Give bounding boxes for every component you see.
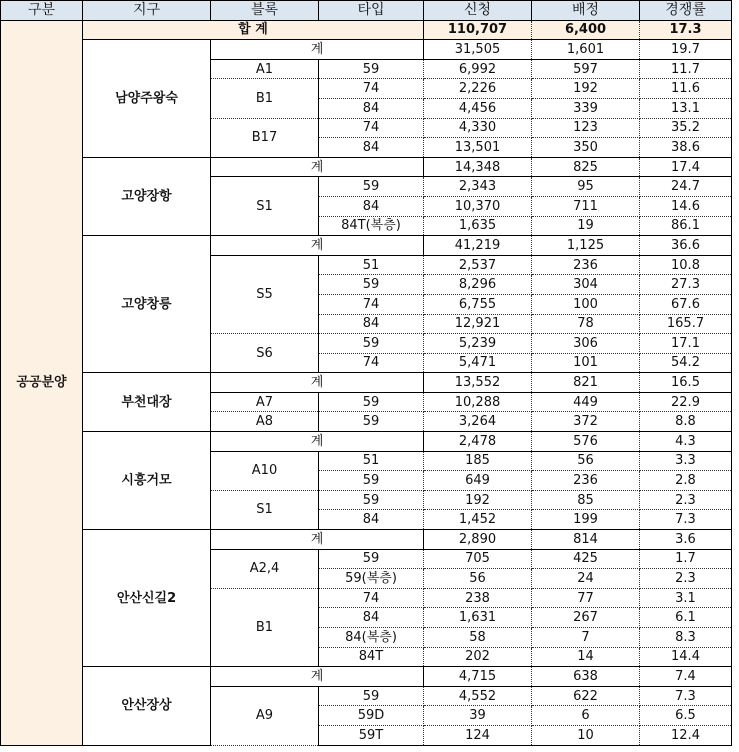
type-cell: 59 bbox=[319, 549, 424, 569]
type-cell: 84 bbox=[319, 510, 424, 530]
district-sum-row bbox=[1, 236, 732, 256]
type-cell: 59 bbox=[319, 275, 424, 295]
block-name: A9 bbox=[211, 686, 319, 745]
applied-cell: 4,330 bbox=[424, 118, 532, 138]
district-sum-row bbox=[1, 373, 732, 393]
block-name: S6 bbox=[211, 334, 319, 373]
type-cell: 59(복층) bbox=[319, 569, 424, 589]
type-cell: 84 bbox=[319, 138, 424, 158]
applied-cell: 2,343 bbox=[424, 177, 532, 197]
allocated-cell: 372 bbox=[532, 412, 640, 432]
sum-label: 계 bbox=[211, 40, 424, 60]
applied-cell: 202 bbox=[424, 647, 532, 667]
district-name: 고양장항 bbox=[83, 157, 211, 235]
district-sum-row bbox=[1, 432, 732, 452]
allocated-cell: 339 bbox=[532, 98, 640, 118]
applied-cell: 58 bbox=[424, 628, 532, 648]
allocated-cell: 267 bbox=[532, 608, 640, 628]
type-cell: 59 bbox=[319, 471, 424, 491]
sum-allocated: 1,125 bbox=[532, 236, 640, 256]
header-applied: 신청 bbox=[424, 1, 532, 21]
ratio-cell: 11.7 bbox=[640, 59, 732, 79]
applied-cell: 1,631 bbox=[424, 608, 532, 628]
type-cell: 59 bbox=[319, 177, 424, 197]
sum-applied: 13,552 bbox=[424, 373, 532, 393]
type-cell: 84(복층) bbox=[319, 628, 424, 648]
ratio-cell: 1.7 bbox=[640, 549, 732, 569]
allocated-cell: 100 bbox=[532, 294, 640, 314]
allocated-cell: 236 bbox=[532, 255, 640, 275]
applied-cell: 39 bbox=[424, 706, 532, 726]
allocated-cell: 78 bbox=[532, 314, 640, 334]
allocated-cell: 14 bbox=[532, 647, 640, 667]
ratio-cell: 165.7 bbox=[640, 314, 732, 334]
type-cell: 59 bbox=[319, 686, 424, 706]
type-cell: 74 bbox=[319, 353, 424, 373]
ratio-cell: 6.1 bbox=[640, 608, 732, 628]
applied-cell: 13,501 bbox=[424, 138, 532, 158]
sum-allocated: 1,601 bbox=[532, 40, 640, 60]
sum-allocated: 638 bbox=[532, 667, 640, 687]
allocated-cell: 24 bbox=[532, 569, 640, 589]
type-cell: 84 bbox=[319, 314, 424, 334]
block-name: A2,4 bbox=[211, 549, 319, 588]
type-cell: 84 bbox=[319, 196, 424, 216]
type-cell: 59D bbox=[319, 706, 424, 726]
applied-cell: 124 bbox=[424, 725, 532, 745]
sum-label: 계 bbox=[211, 530, 424, 550]
type-cell: 74 bbox=[319, 79, 424, 99]
block-name: B1 bbox=[211, 588, 319, 666]
district-name: 안산신길2 bbox=[83, 530, 211, 667]
applied-cell: 192 bbox=[424, 490, 532, 510]
total-allocated: 6,400 bbox=[532, 20, 640, 40]
applied-cell: 3,264 bbox=[424, 412, 532, 432]
block-name: B17 bbox=[211, 118, 319, 157]
header-ratio: 경쟁률 bbox=[640, 1, 732, 21]
sum-label: 계 bbox=[211, 667, 424, 687]
header-block: 블록 bbox=[211, 1, 319, 21]
allocated-cell: 306 bbox=[532, 334, 640, 354]
allocated-cell: 425 bbox=[532, 549, 640, 569]
applied-cell: 1,452 bbox=[424, 510, 532, 530]
type-cell: 74 bbox=[319, 294, 424, 314]
block-name: S5 bbox=[211, 255, 319, 333]
district-sum-row bbox=[1, 530, 732, 550]
ratio-cell: 11.6 bbox=[640, 79, 732, 99]
type-cell: 59 bbox=[319, 392, 424, 412]
allocated-cell: 95 bbox=[532, 177, 640, 197]
allocated-cell: 236 bbox=[532, 471, 640, 491]
sum-ratio: 19.7 bbox=[640, 40, 732, 60]
applied-cell: 6,992 bbox=[424, 59, 532, 79]
applied-cell: 6,755 bbox=[424, 294, 532, 314]
applied-cell: 238 bbox=[424, 588, 532, 608]
district-name: 부천대장 bbox=[83, 373, 211, 432]
ratio-cell: 27.3 bbox=[640, 275, 732, 295]
block-name: S1 bbox=[211, 177, 319, 236]
type-cell: 59T bbox=[319, 725, 424, 745]
type-cell: 84T bbox=[319, 647, 424, 667]
allocated-cell: 101 bbox=[532, 353, 640, 373]
district-name: 고양창릉 bbox=[83, 236, 211, 373]
applied-cell: 5,471 bbox=[424, 353, 532, 373]
ratio-cell: 14.4 bbox=[640, 647, 732, 667]
allocated-cell: 597 bbox=[532, 59, 640, 79]
district-sum-row bbox=[1, 667, 732, 687]
sum-applied: 41,219 bbox=[424, 236, 532, 256]
type-cell: 59 bbox=[319, 490, 424, 510]
allocated-cell: 85 bbox=[532, 490, 640, 510]
allocated-cell: 350 bbox=[532, 138, 640, 158]
allocated-cell: 622 bbox=[532, 686, 640, 706]
type-cell: 84 bbox=[319, 608, 424, 628]
ratio-cell: 67.6 bbox=[640, 294, 732, 314]
allocated-cell: 123 bbox=[532, 118, 640, 138]
type-cell: 59 bbox=[319, 412, 424, 432]
applied-cell: 2,537 bbox=[424, 255, 532, 275]
applied-cell: 56 bbox=[424, 569, 532, 589]
type-cell: 74 bbox=[319, 588, 424, 608]
sum-allocated: 576 bbox=[532, 432, 640, 452]
total-applied: 110,707 bbox=[424, 20, 532, 40]
type-cell: 74 bbox=[319, 118, 424, 138]
ratio-cell: 8.3 bbox=[640, 628, 732, 648]
district-name: 남양주왕숙 bbox=[83, 40, 211, 158]
block-name: A7 bbox=[211, 392, 319, 412]
sum-ratio: 7.4 bbox=[640, 667, 732, 687]
allocated-cell: 19 bbox=[532, 216, 640, 236]
sum-label: 계 bbox=[211, 432, 424, 452]
type-cell: 84T(복층) bbox=[319, 216, 424, 236]
ratio-cell: 2.8 bbox=[640, 471, 732, 491]
ratio-cell: 35.2 bbox=[640, 118, 732, 138]
block-name: A1 bbox=[211, 59, 319, 79]
applied-cell: 8,296 bbox=[424, 275, 532, 295]
ratio-cell: 86.1 bbox=[640, 216, 732, 236]
allocated-cell: 7 bbox=[532, 628, 640, 648]
sum-label: 계 bbox=[211, 157, 424, 177]
ratio-cell: 10.8 bbox=[640, 255, 732, 275]
applied-cell: 649 bbox=[424, 471, 532, 491]
ratio-cell: 22.9 bbox=[640, 392, 732, 412]
type-cell: 51 bbox=[319, 451, 424, 471]
block-name: S1 bbox=[211, 490, 319, 529]
ratio-cell: 3.3 bbox=[640, 451, 732, 471]
type-cell: 51 bbox=[319, 255, 424, 275]
sum-label: 계 bbox=[211, 373, 424, 393]
sum-ratio: 3.6 bbox=[640, 530, 732, 550]
type-cell: 84 bbox=[319, 98, 424, 118]
ratio-cell: 24.7 bbox=[640, 177, 732, 197]
sum-applied: 14,348 bbox=[424, 157, 532, 177]
ratio-cell: 2.3 bbox=[640, 490, 732, 510]
allocated-cell: 304 bbox=[532, 275, 640, 295]
district-sum-row bbox=[1, 40, 732, 60]
applied-cell: 1,635 bbox=[424, 216, 532, 236]
ratio-cell: 38.6 bbox=[640, 138, 732, 158]
district-sum-row bbox=[1, 157, 732, 177]
header-row bbox=[1, 1, 732, 21]
ratio-cell: 3.1 bbox=[640, 588, 732, 608]
ratio-cell: 14.6 bbox=[640, 196, 732, 216]
district-name: 안산장상 bbox=[83, 667, 211, 745]
ratio-cell: 2.3 bbox=[640, 569, 732, 589]
allocated-cell: 449 bbox=[532, 392, 640, 412]
total-label: 합 계 bbox=[83, 20, 424, 40]
allocated-cell: 10 bbox=[532, 725, 640, 745]
total-ratio: 17.3 bbox=[640, 20, 732, 40]
allocated-cell: 56 bbox=[532, 451, 640, 471]
applied-cell: 4,552 bbox=[424, 686, 532, 706]
applied-cell: 4,456 bbox=[424, 98, 532, 118]
ratio-cell: 6.5 bbox=[640, 706, 732, 726]
ratio-cell: 7.3 bbox=[640, 510, 732, 530]
ratio-cell: 54.2 bbox=[640, 353, 732, 373]
applied-cell: 2,226 bbox=[424, 79, 532, 99]
applied-cell: 5,239 bbox=[424, 334, 532, 354]
applied-cell: 12,921 bbox=[424, 314, 532, 334]
allocated-cell: 192 bbox=[532, 79, 640, 99]
sum-ratio: 17.4 bbox=[640, 157, 732, 177]
applied-cell: 10,370 bbox=[424, 196, 532, 216]
sum-label: 계 bbox=[211, 236, 424, 256]
header-gubun: 구분 bbox=[1, 1, 83, 21]
sum-ratio: 16.5 bbox=[640, 373, 732, 393]
sum-ratio: 4.3 bbox=[640, 432, 732, 452]
type-cell: 59 bbox=[319, 59, 424, 79]
sum-ratio: 36.6 bbox=[640, 236, 732, 256]
allocated-cell: 77 bbox=[532, 588, 640, 608]
header-district: 지구 bbox=[83, 1, 211, 21]
sum-applied: 2,890 bbox=[424, 530, 532, 550]
district-name: 시흥거모 bbox=[83, 432, 211, 530]
block-name: A10 bbox=[211, 451, 319, 490]
block-name: B1 bbox=[211, 79, 319, 118]
sum-applied: 2,478 bbox=[424, 432, 532, 452]
ratio-cell: 17.1 bbox=[640, 334, 732, 354]
category-cell: 공공분양 bbox=[1, 20, 83, 745]
ratio-cell: 12.4 bbox=[640, 725, 732, 745]
header-type: 타입 bbox=[319, 1, 424, 21]
block-name: A8 bbox=[211, 412, 319, 432]
ratio-cell: 8.8 bbox=[640, 412, 732, 432]
allocated-cell: 6 bbox=[532, 706, 640, 726]
ratio-cell: 7.3 bbox=[640, 686, 732, 706]
sum-allocated: 814 bbox=[532, 530, 640, 550]
applied-cell: 705 bbox=[424, 549, 532, 569]
applied-cell: 185 bbox=[424, 451, 532, 471]
type-cell: 59 bbox=[319, 334, 424, 354]
allocated-cell: 711 bbox=[532, 196, 640, 216]
total-row bbox=[1, 20, 732, 40]
allocated-cell: 199 bbox=[532, 510, 640, 530]
applied-cell: 10,288 bbox=[424, 392, 532, 412]
sum-applied: 4,715 bbox=[424, 667, 532, 687]
sum-allocated: 821 bbox=[532, 373, 640, 393]
header-allocated: 배정 bbox=[532, 1, 640, 21]
sum-allocated: 825 bbox=[532, 157, 640, 177]
ratio-cell: 13.1 bbox=[640, 98, 732, 118]
sum-applied: 31,505 bbox=[424, 40, 532, 60]
